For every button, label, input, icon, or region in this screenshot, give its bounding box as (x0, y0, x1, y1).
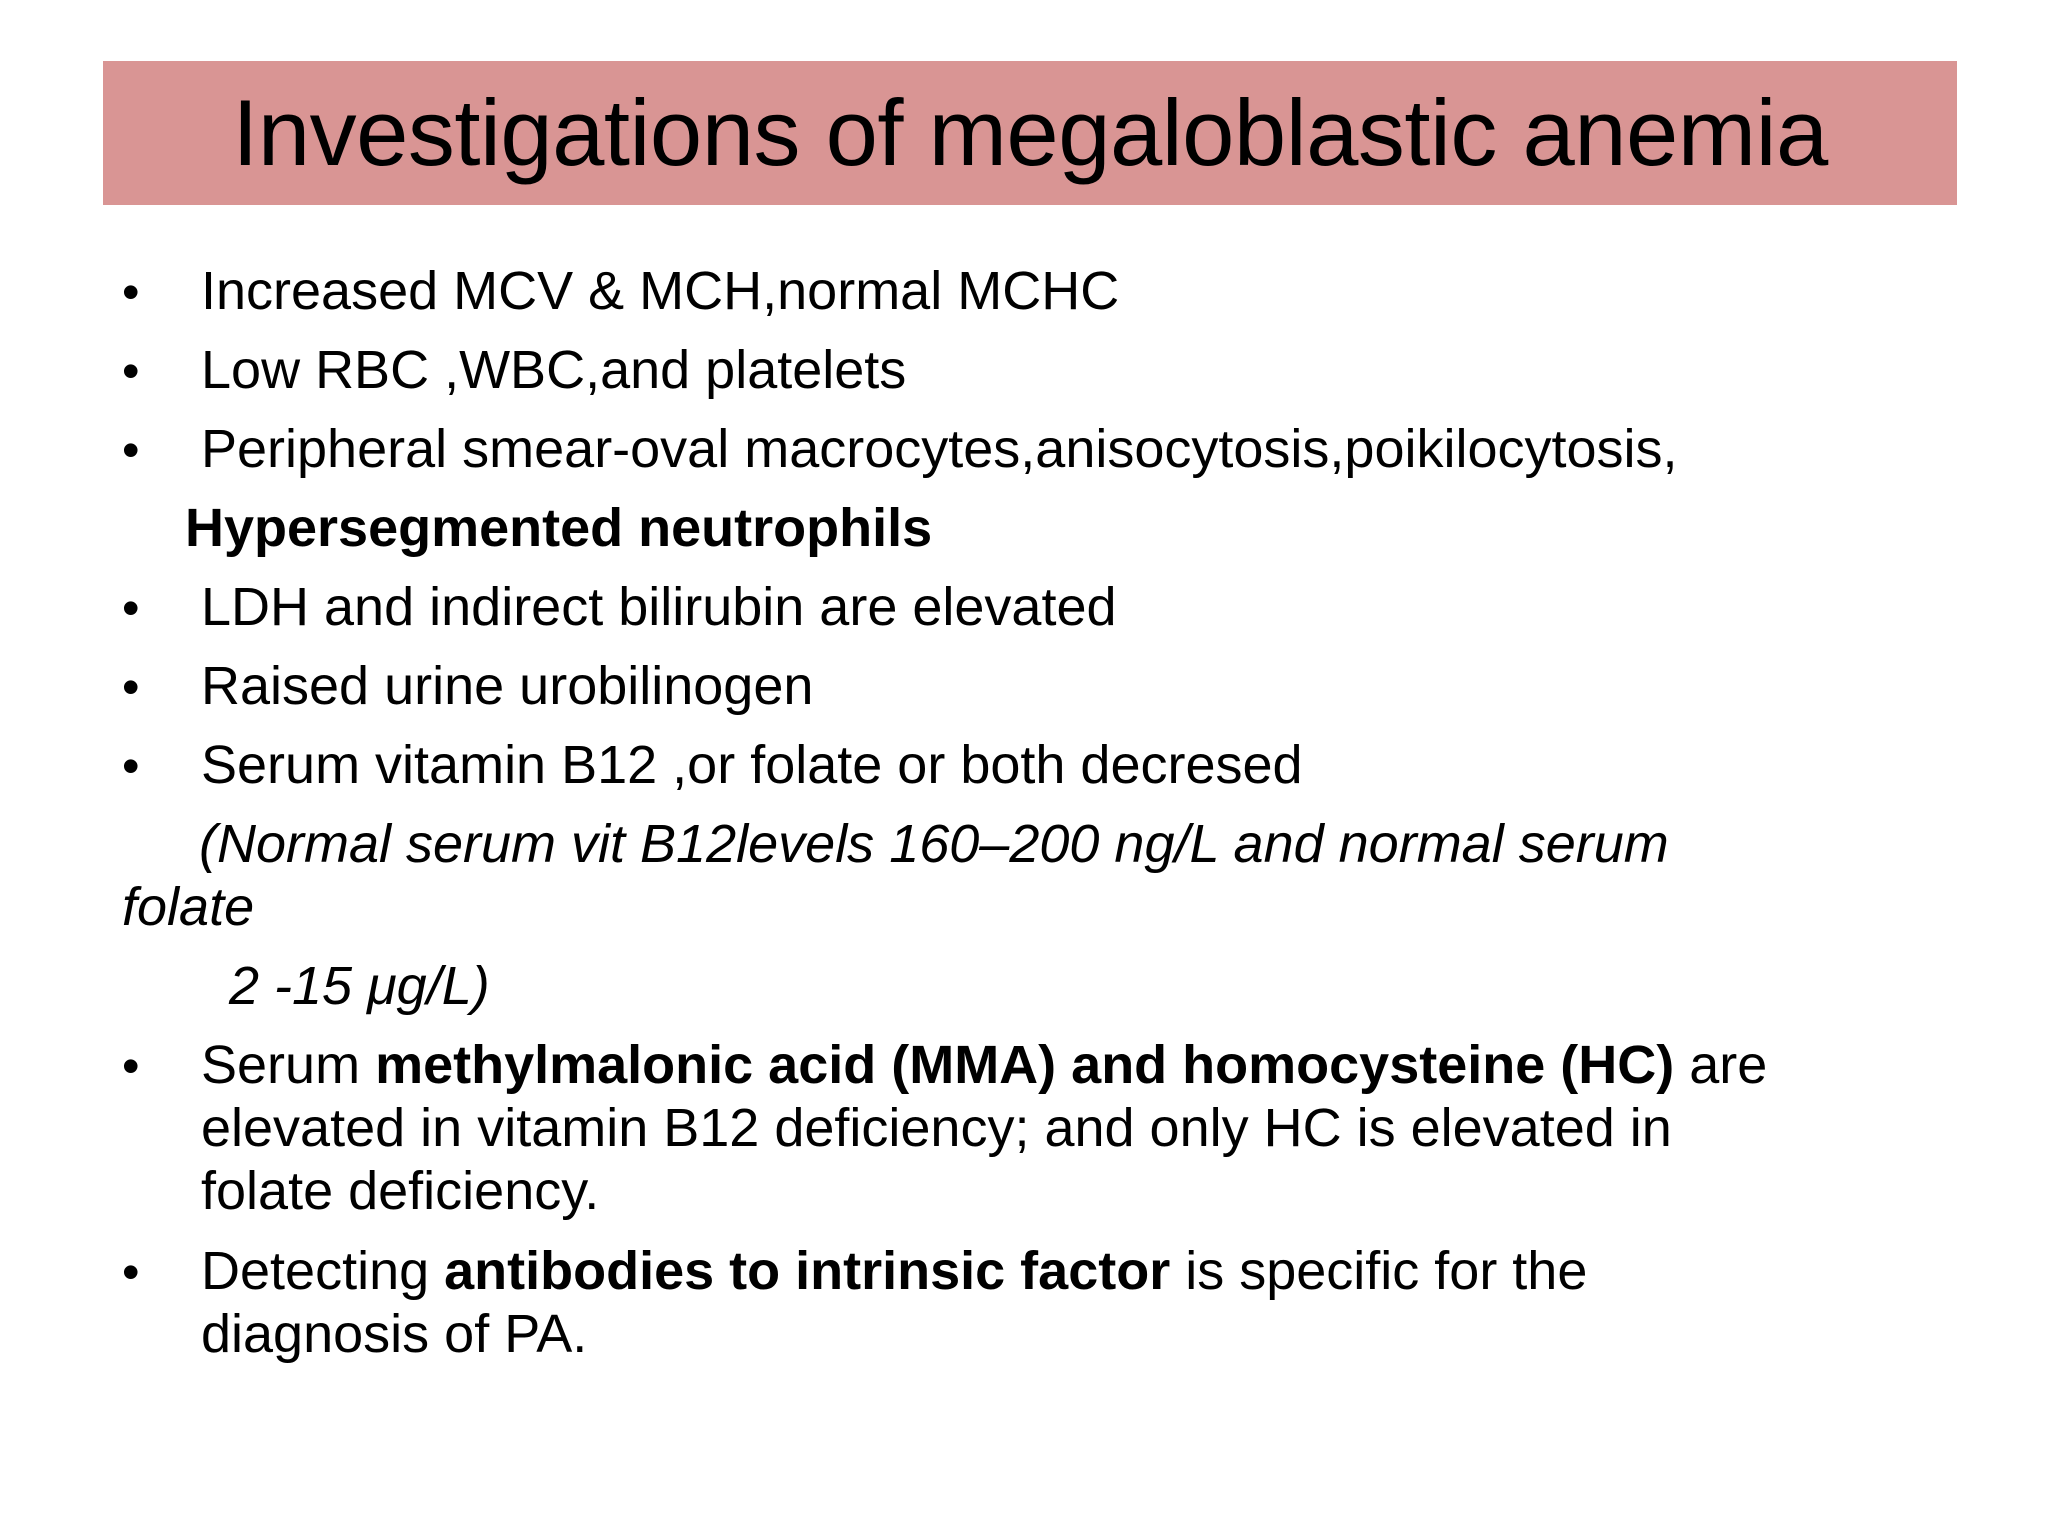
bullet-text-fragment: are (1674, 1035, 1768, 1095)
bullet-marker: • (122, 580, 140, 636)
bullet-marker: • (122, 738, 140, 794)
bullet-text-peripheral-smear: Peripheral smear-oval macrocytes,anisocytosis,poikilocytosis, (201, 419, 1678, 479)
bullet-marker: • (122, 343, 140, 399)
bullet-text-mma-hc-line2: elevated in vitamin B12 deficiency; and only HC is elevated in (201, 1098, 1672, 1158)
bullet-text-ldh: LDH and indirect bilirubin are elevated (201, 577, 1117, 637)
bullet-text-hypersegmented: Hypersegmented neutrophils (185, 498, 933, 558)
bullet-text-emphasis: methylmalonic acid (MMA) and homocysteine (HC) (375, 1035, 1675, 1095)
slide-title-bar (103, 61, 1957, 205)
bullet-text-fragment: is specific for the (1170, 1241, 1588, 1301)
bullet-text-emphasis: antibodies to intrinsic factor (444, 1241, 1171, 1301)
bullet-text-b12-folate: Serum vitamin B12 ,or folate or both decresed (201, 735, 1303, 795)
bullet-marker: • (122, 264, 140, 320)
normal-range-note-line3: 2 -15 μg/L) (229, 956, 490, 1016)
bullet-text-mma-hc-line3: folate deficiency. (201, 1161, 600, 1221)
bullet-marker: • (122, 659, 140, 715)
normal-range-note-line2: folate (122, 877, 255, 937)
bullet-text-fragment: Detecting (201, 1241, 445, 1301)
bullet-marker: • (122, 1038, 140, 1094)
bullet-marker: • (122, 1244, 140, 1300)
normal-range-note-line1: (Normal serum vit B12levels 160–200 ng/L and normal serum (199, 814, 1669, 874)
bullet-text-low-counts: Low RBC ,WBC,and platelets (201, 340, 907, 400)
bullet-text-urobilinogen: Raised urine urobilinogen (201, 656, 814, 716)
slide-title: Investigations of megaloblastic anemia (232, 80, 1828, 185)
bullet-marker: • (122, 422, 140, 478)
bullet-text-mcv: Increased MCV & MCH,normal MCHC (201, 261, 1120, 321)
bullet-text-mma-hc (201, 1036, 1767, 1095)
bullet-text-intrinsic-factor (201, 1242, 1587, 1301)
bullet-text-fragment: Serum (201, 1035, 376, 1095)
bullet-text-intrinsic-factor-line2: diagnosis of PA. (201, 1304, 588, 1364)
